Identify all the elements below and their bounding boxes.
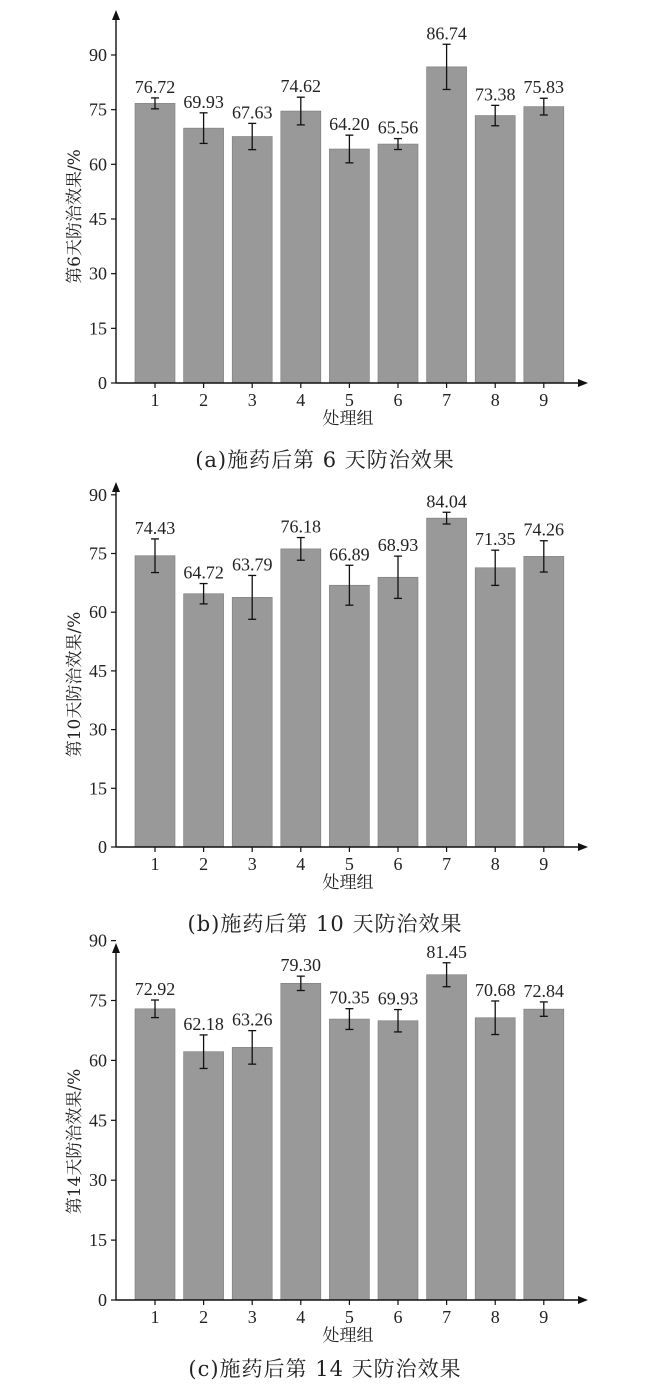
y-tick-label: 90 bbox=[89, 930, 107, 951]
data-label: 84.04 bbox=[426, 491, 467, 512]
bar bbox=[378, 577, 418, 847]
data-label: 70.68 bbox=[474, 979, 516, 1000]
bar bbox=[281, 111, 321, 383]
chart-b bbox=[0, 470, 650, 900]
chart-panel-a bbox=[0, 0, 650, 470]
data-label: 69.93 bbox=[183, 91, 224, 112]
data-label: 81.45 bbox=[426, 941, 467, 962]
bar bbox=[378, 1021, 418, 1300]
bar bbox=[135, 103, 175, 383]
data-label: 74.43 bbox=[134, 517, 176, 538]
x-axis-title: 处理组 bbox=[322, 873, 374, 893]
x-tick-label: 3 bbox=[247, 390, 257, 410]
bar bbox=[329, 585, 369, 847]
x-tick-label: 4 bbox=[296, 1307, 306, 1327]
y-tick-label: 15 bbox=[89, 1230, 107, 1251]
chart-panel-c bbox=[0, 930, 650, 1396]
y-axis-title: 第14天防治效果/% bbox=[65, 1068, 85, 1215]
y-tick-label: 60 bbox=[89, 154, 107, 175]
x-tick-label: 7 bbox=[442, 1307, 452, 1327]
x-axis-arrow bbox=[578, 1296, 588, 1304]
bar bbox=[135, 1009, 175, 1300]
y-tick-label: 30 bbox=[89, 1170, 107, 1191]
x-tick-label: 9 bbox=[539, 390, 549, 410]
data-label: 66.89 bbox=[329, 544, 370, 565]
bar bbox=[427, 67, 467, 383]
y-axis-arrow bbox=[112, 943, 120, 953]
data-label: 72.84 bbox=[523, 980, 565, 1001]
x-tick-label: 5 bbox=[344, 390, 354, 410]
data-label: 63.79 bbox=[231, 554, 273, 575]
data-label: 76.72 bbox=[134, 76, 176, 97]
data-label: 70.35 bbox=[329, 987, 370, 1008]
y-tick-label: 75 bbox=[89, 99, 107, 120]
chart-c bbox=[0, 930, 650, 1355]
y-tick-label: 0 bbox=[98, 373, 107, 393]
caption-a: (a)施药后第 6 天防治效果 bbox=[195, 448, 455, 472]
x-tick-label: 3 bbox=[247, 854, 257, 874]
y-tick-label: 0 bbox=[98, 837, 107, 857]
data-label: 73.38 bbox=[474, 84, 516, 105]
x-tick-label: 5 bbox=[344, 1307, 354, 1327]
y-axis-arrow bbox=[112, 482, 120, 492]
data-label: 75.83 bbox=[523, 77, 565, 98]
data-label: 64.20 bbox=[329, 114, 370, 135]
bar bbox=[524, 107, 564, 383]
x-tick-label: 6 bbox=[393, 390, 403, 410]
x-tick-label: 1 bbox=[150, 1307, 160, 1327]
x-tick-label: 8 bbox=[490, 390, 500, 410]
data-label: 63.26 bbox=[231, 1009, 273, 1030]
x-tick-label: 5 bbox=[344, 854, 354, 874]
data-label: 71.35 bbox=[474, 529, 516, 550]
bar bbox=[184, 594, 224, 847]
x-axis-arrow bbox=[578, 843, 588, 851]
bar bbox=[427, 518, 467, 847]
bar bbox=[329, 149, 369, 383]
bar bbox=[232, 1047, 272, 1300]
y-tick-label: 15 bbox=[89, 318, 107, 339]
x-tick-label: 9 bbox=[539, 1307, 549, 1327]
y-axis-title: 第6天防治效果/% bbox=[65, 149, 85, 284]
bar bbox=[281, 549, 321, 847]
data-label: 74.62 bbox=[280, 76, 322, 97]
x-tick-label: 8 bbox=[490, 1307, 500, 1327]
y-tick-label: 45 bbox=[89, 660, 107, 681]
data-label: 79.30 bbox=[280, 955, 322, 976]
bar bbox=[427, 975, 467, 1300]
bar bbox=[232, 597, 272, 847]
x-tick-label: 6 bbox=[393, 854, 403, 874]
y-tick-label: 60 bbox=[89, 1050, 107, 1071]
y-tick-label: 60 bbox=[89, 602, 107, 623]
y-tick-label: 45 bbox=[89, 208, 107, 229]
chart-a bbox=[0, 0, 650, 430]
bar bbox=[281, 983, 321, 1300]
bar bbox=[184, 1052, 224, 1300]
x-tick-label: 4 bbox=[296, 854, 306, 874]
bar bbox=[378, 144, 418, 383]
bar bbox=[184, 128, 224, 383]
x-tick-label: 9 bbox=[539, 854, 549, 874]
bar bbox=[329, 1019, 369, 1300]
data-label: 69.93 bbox=[377, 988, 419, 1009]
x-axis-title: 处理组 bbox=[322, 409, 374, 429]
bar bbox=[524, 1009, 564, 1300]
y-tick-label: 15 bbox=[89, 778, 107, 799]
data-label: 86.74 bbox=[426, 23, 467, 44]
caption-c: (c)施药后第 14 天防治效果 bbox=[188, 1357, 462, 1381]
bar bbox=[524, 556, 564, 847]
x-axis-arrow bbox=[578, 379, 588, 387]
bar bbox=[135, 556, 175, 847]
x-axis-title: 处理组 bbox=[322, 1326, 374, 1346]
bar bbox=[475, 568, 515, 847]
y-tick-label: 30 bbox=[89, 719, 107, 740]
bar bbox=[475, 1018, 515, 1300]
data-label: 76.18 bbox=[280, 516, 322, 537]
y-axis-arrow bbox=[112, 10, 120, 20]
y-tick-label: 0 bbox=[98, 1290, 107, 1310]
x-tick-label: 1 bbox=[150, 390, 160, 410]
bar bbox=[232, 137, 272, 383]
chart-panel-b bbox=[0, 470, 650, 940]
y-tick-label: 45 bbox=[89, 1110, 107, 1131]
x-tick-label: 7 bbox=[442, 390, 452, 410]
y-tick-label: 90 bbox=[89, 484, 107, 505]
x-tick-label: 8 bbox=[490, 854, 500, 874]
caption-b: (b)施药后第 10 天防治效果 bbox=[187, 912, 463, 936]
data-label: 68.93 bbox=[377, 535, 419, 556]
data-label: 72.92 bbox=[134, 979, 176, 1000]
x-tick-label: 1 bbox=[150, 854, 160, 874]
bar bbox=[475, 116, 515, 383]
y-tick-label: 90 bbox=[89, 44, 107, 65]
x-tick-label: 2 bbox=[199, 1307, 209, 1327]
y-tick-label: 30 bbox=[89, 263, 107, 284]
y-tick-label: 75 bbox=[89, 990, 107, 1011]
y-tick-label: 75 bbox=[89, 543, 107, 564]
data-label: 62.18 bbox=[183, 1013, 224, 1034]
x-tick-label: 2 bbox=[199, 854, 209, 874]
x-tick-label: 3 bbox=[247, 1307, 257, 1327]
x-tick-label: 4 bbox=[296, 390, 306, 410]
data-label: 67.63 bbox=[231, 102, 273, 123]
data-label: 65.56 bbox=[377, 117, 419, 138]
data-label: 64.72 bbox=[183, 562, 224, 583]
y-axis-title: 第10天防治效果/% bbox=[65, 611, 85, 758]
x-tick-label: 2 bbox=[199, 390, 209, 410]
data-label: 74.26 bbox=[523, 519, 565, 540]
x-tick-label: 7 bbox=[442, 854, 452, 874]
x-tick-label: 6 bbox=[393, 1307, 403, 1327]
